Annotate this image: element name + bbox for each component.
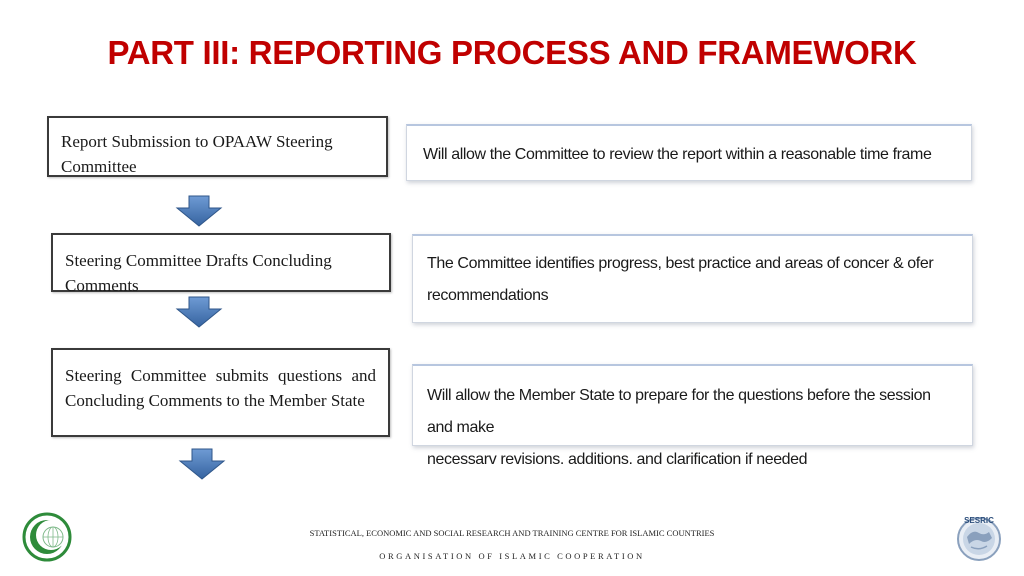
footer-organization-name: STATISTICAL, ECONOMIC AND SOCIAL RESEARCH AND TRAINING CENTRE FOR ISLAMIC COUNTRIES <box>309 528 715 538</box>
note-box-review <box>406 124 972 181</box>
note-text: The Committee identifies progress, best practice and areas of concer & ofer <box>427 255 934 272</box>
note-text: Will allow the Member State to prepare for the questions before the session and make <box>427 387 931 436</box>
step-box-drafts-comments <box>51 233 391 295</box>
down-arrow-icon <box>175 296 223 328</box>
step-box-submits-questions <box>51 348 390 437</box>
note-text: necessarv revisions. additions. and clarification if needed <box>427 451 808 468</box>
note-text: Will allow the Committee to review the report within a reasonable time frame <box>423 146 932 163</box>
step-text: Steering Committee Drafts Concluding Comments <box>65 251 332 295</box>
note-text: recommendations <box>427 287 549 304</box>
step-text: Steering Committee submits questions and <box>65 366 376 385</box>
step-box-report-submission <box>47 116 388 177</box>
footer-oic-name: ORGANISATION OF ISLAMIC COOPERATION <box>379 551 645 561</box>
down-arrow-icon <box>175 195 223 227</box>
down-arrow-icon <box>178 448 226 480</box>
sesric-logo-text: SESRIC <box>964 516 994 525</box>
step-text: Report Submission to OPAAW Steering Committee <box>61 132 333 176</box>
note-box-member-state-prepare <box>412 364 973 468</box>
note-box-identifies-progress <box>412 234 973 323</box>
step-text: Concluding Comments to the Member State <box>65 390 365 410</box>
page-title: PART III: REPORTING PROCESS AND FRAMEWORK <box>107 34 917 71</box>
